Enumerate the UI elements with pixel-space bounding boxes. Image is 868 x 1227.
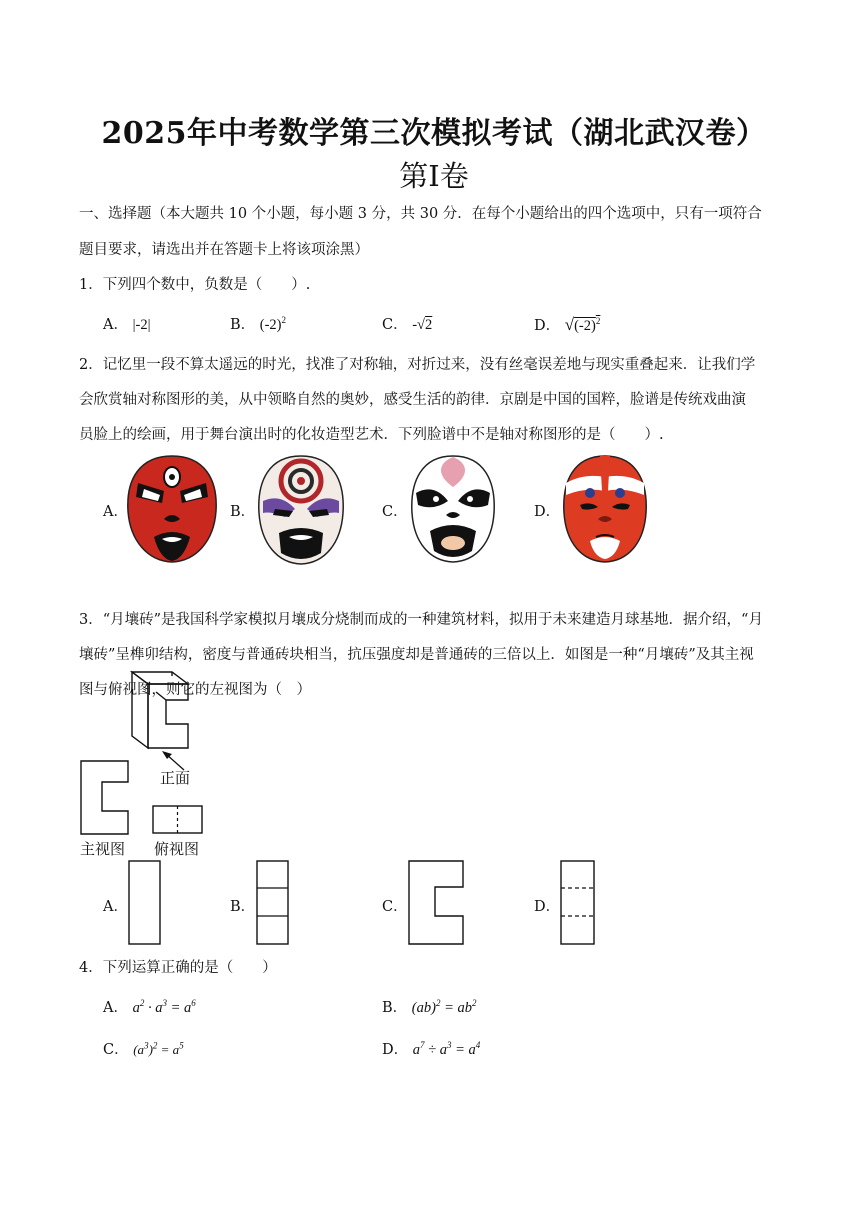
question-3-stem-line3: 图与俯视图，则它的左视图为（ ） — [79, 682, 311, 698]
section-instructions-line2: 题目要求，请选出并在答题卡上将该项涂黑） — [79, 242, 369, 258]
section-instructions-line1: 一、选择题（本大题共 10 个小题，每小题 3 分，共 30 分．在每个小题给出的四个选项中，只有一项符合 — [79, 206, 762, 222]
q1-option-a-expr: |-2| — [132, 317, 151, 333]
q2-option-c-label: C． — [382, 504, 408, 520]
q4-option-d-label: D． — [382, 1042, 409, 1058]
q4-option-b-label: B． — [382, 1000, 408, 1016]
question-1-stem: 1．下列四个数中，负数是（ ）. — [79, 277, 311, 293]
q1-option-d-expr: $√(-2)^2$ — [564, 315, 601, 334]
q2-option-b-label: B． — [230, 504, 256, 520]
q3-option-c-label: C． — [382, 899, 408, 915]
q1-option-a-label: A． — [103, 317, 128, 333]
q1-option-d — [534, 315, 600, 336]
front-label: 正面 — [160, 769, 191, 787]
q2-option-a-label: A． — [103, 504, 128, 520]
q3-option-b-figure — [256, 860, 290, 946]
q4-option-a — [103, 998, 196, 1018]
q3-option-a-figure — [128, 860, 162, 946]
q1-option-c-expr: -√2 — [412, 317, 433, 333]
q4-option-b-expr: $(ab)^2 = ab^2$ — [411, 998, 477, 1016]
peking-opera-mask-c-image — [408, 453, 498, 565]
top-view-label: 俯视图 — [154, 840, 200, 858]
question-2-stem-line1: 2．记忆里一段不算太遥远的时光，找准了对称轴，对折过来，没有丝毫误差地与现实重叠起来．让我们学 — [79, 357, 756, 373]
q3-option-d-figure — [560, 860, 596, 946]
q1-option-b-expr: $(-2)^2$ — [259, 315, 287, 333]
q1-option-b — [230, 315, 286, 335]
q4-option-c-label: C． — [103, 1042, 129, 1058]
q4-option-a-expr: $a^2 \cdot a^3 = a^6$ — [132, 998, 196, 1016]
page-subtitle: 第I卷 — [399, 159, 469, 193]
q2-option-d-label: D． — [534, 504, 561, 520]
question-2-stem-line2: 会欣赏轴对称图形的美，从中领略自然的奥妙，感受生活的韵律．京剧是中国的国粹，脸谱是传统戏曲演 — [79, 392, 746, 408]
q1-option-c-label: C． — [382, 317, 408, 333]
page-title: 2025年中考数学第三次模拟考试（湖北武汉卷） — [101, 116, 767, 151]
q3-option-c-figure — [408, 860, 466, 946]
main-view-label: 主视图 — [80, 840, 126, 858]
q4-option-b — [382, 998, 476, 1018]
question-3-stem-line1: 3．“月壤砖”是我国科学家模拟月壤成分烧制而成的一种建筑材料，拟用于未来建造月球基地．据介绍，“月 — [79, 612, 763, 628]
q3-option-a-label: A． — [103, 899, 128, 915]
q1-option-c — [382, 315, 432, 335]
q1-option-a — [103, 315, 150, 335]
main-view-figure — [80, 760, 132, 836]
question-2-stem-line3: 员脸上的绘画，用于舞台演出时的化妆造型艺术．下列脸谱中不是轴对称图形的是（ ）. — [79, 427, 664, 443]
peking-opera-mask-a-image — [124, 453, 220, 565]
q4-option-c-expr: $(a^3)^2 = a^5$ — [133, 1040, 184, 1057]
peking-opera-mask-d-image — [560, 453, 650, 565]
q1-option-b-label: B． — [230, 317, 256, 333]
q4-option-d-expr: $a^7 \div a^3 = a^4$ — [412, 1040, 481, 1058]
q1-option-d-label: D． — [534, 318, 561, 334]
question-3-stem-line2: 壤砖”呈榫卯结构，密度与普通砖块相当，抗压强度却是普通砖的三倍以上．如图是一种“月壤砖”及其主视 — [79, 647, 754, 663]
q3-option-d-label: D． — [534, 899, 561, 915]
moon-brick-3d-figure — [126, 670, 198, 754]
top-view-figure — [152, 805, 204, 835]
q4-option-a-label: A． — [103, 1000, 128, 1016]
question-4-stem: 4．下列运算正确的是（ ） — [79, 960, 277, 976]
q4-option-c — [103, 1040, 184, 1060]
peking-opera-mask-b-image — [255, 453, 347, 567]
q3-option-b-label: B． — [230, 899, 256, 915]
q4-option-d — [382, 1040, 480, 1060]
